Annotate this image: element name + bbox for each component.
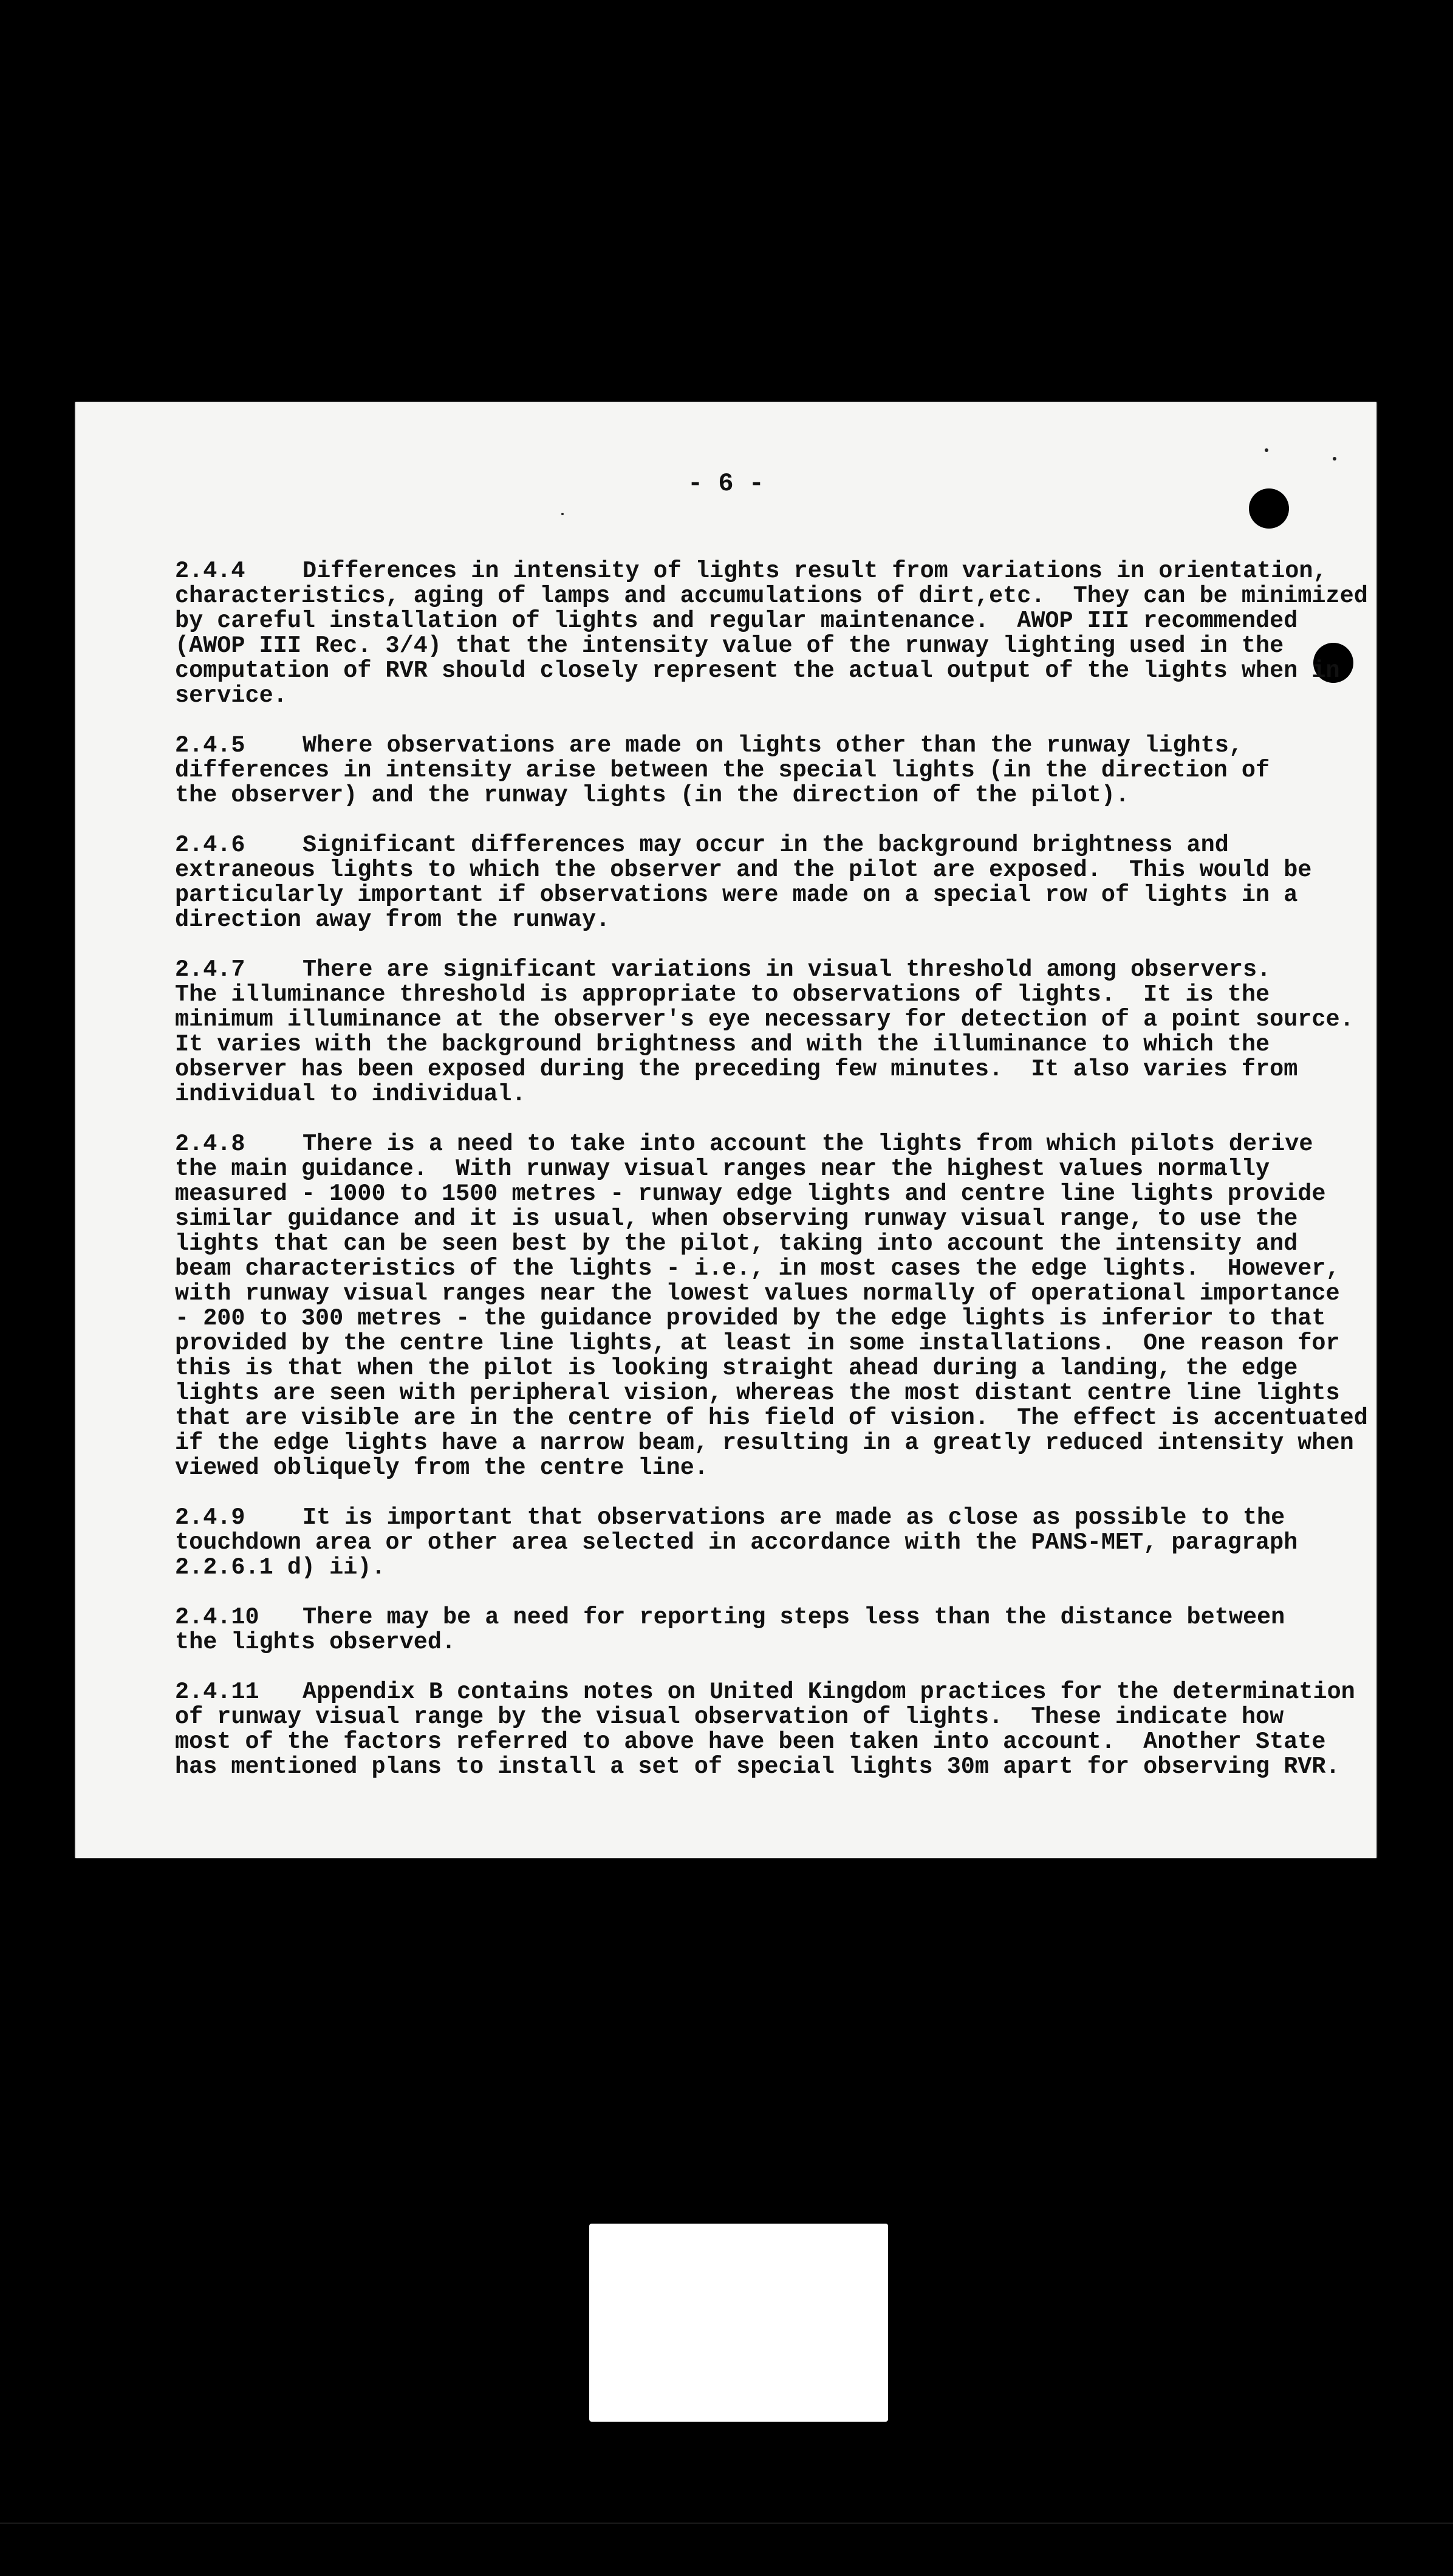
paragraph-line: characteristics, aging of lamps and accumulations of dirt,etc. They can be minimized: [175, 583, 1368, 609]
paragraph-number: 2.4.8: [175, 1131, 245, 1157]
paragraph-line: It is important that observations are made as close as possible to the: [303, 1504, 1285, 1531]
paragraph-line: Appendix B contains notes on United Kingdom practices for the determination: [303, 1679, 1355, 1705]
paragraph-line: It varies with the background brightness and with the illuminance to which the: [175, 1031, 1270, 1058]
paragraph-line: the lights observed.: [175, 1629, 456, 1656]
paragraph-line: Significant differences may occur in the background brightness and: [303, 832, 1229, 858]
paragraph-2-4-8: [175, 1131, 1368, 1481]
paragraph-line: viewed obliquely from the centre line.: [175, 1454, 708, 1481]
paragraph-line: Differences in intensity of lights result from variations in orientation,: [303, 558, 1327, 584]
paragraph-number: 2.4.4: [175, 558, 245, 584]
blank-label-area: [589, 2224, 888, 2422]
paragraph-line: direction away from the runway.: [175, 906, 610, 933]
paragraph-line: touchdown area or other area selected in accordance with the PANS-MET, paragraph: [175, 1529, 1298, 1556]
paragraph-number: 2.4.10: [175, 1604, 259, 1631]
paragraph-number: 2.4.6: [175, 832, 245, 858]
paragraph-2-4-7: [175, 956, 1354, 1108]
paragraph-number: 2.4.5: [175, 732, 245, 759]
paragraph-line: has mentioned plans to install a set of special lights 30m apart for observing RVR.: [175, 1753, 1340, 1780]
paragraph-line: similar guidance and it is usual, when observing runway visual range, to use the: [175, 1205, 1298, 1232]
paragraph-2-4-4: [175, 558, 1368, 709]
paragraph-2-4-6: [175, 833, 1341, 933]
paragraph-line: lights are seen with peripheral vision, whereas the most distant centre line lights: [175, 1380, 1340, 1406]
paragraph-line: observer has been exposed during the preceding few minutes. It also varies from: [175, 1056, 1298, 1083]
document-body: [175, 558, 1368, 1804]
paragraph-line: lights that can be seen best by the pilot, taking into account the intensity and: [175, 1230, 1298, 1257]
paragraph-line: The illuminance threshold is appropriate to observations of lights. It is the: [175, 981, 1270, 1008]
paragraph-line: service.: [175, 682, 287, 709]
paragraph-2-4-10: [175, 1605, 1341, 1655]
paragraph-line: minimum illuminance at the observer's eye necessary for detection of a point source.: [175, 1006, 1354, 1033]
paragraph-2-4-11: [175, 1679, 1355, 1780]
paragraph-line: computation of RVR should closely represent the actual output of the lights when in: [175, 657, 1340, 684]
paragraph-line: provided by the centre line lights, at least in some installations. One reason for: [175, 1330, 1340, 1357]
paragraph-number: 2.4.11: [175, 1679, 259, 1705]
dust-speck: [1265, 448, 1268, 452]
paragraph-line: beam characteristics of the lights - i.e., in most cases the edge lights. However,: [175, 1255, 1340, 1282]
paragraph-line: the main guidance. With runway visual ranges near the highest values normally: [175, 1156, 1270, 1182]
paragraph-line: There may be a need for reporting steps less than the distance between: [303, 1604, 1285, 1631]
paragraph-line: measured - 1000 to 1500 metres - runway edge lights and centre line lights provide: [175, 1180, 1326, 1207]
paragraph-line: 2.2.6.1 d) ii).: [175, 1554, 386, 1581]
paragraph-number: 2.4.7: [175, 956, 245, 983]
paragraph-line: There is a need to take into account the lights from which pilots derive: [303, 1131, 1313, 1157]
paragraph-line: particularly important if observations were made on a special row of lights in a: [175, 882, 1298, 908]
paragraph-number: 2.4.9: [175, 1504, 245, 1531]
document-page: [75, 402, 1376, 1858]
paragraph-line: There are significant variations in visual threshold among observers.: [303, 956, 1271, 983]
paragraph-line: by careful installation of lights and regular maintenance. AWOP III recommended: [175, 608, 1298, 634]
scan-edge-line: [0, 2523, 1453, 2524]
dust-speck: [561, 513, 564, 515]
paragraph-line: that are visible are in the centre of his field of vision. The effect is accentuated: [175, 1405, 1368, 1431]
paragraph-2-4-5: [175, 733, 1341, 808]
paragraph-line: of runway visual range by the visual observation of lights. These indicate how: [175, 1704, 1284, 1730]
page-number: - 6 -: [687, 469, 765, 498]
paragraph-line: - 200 to 300 metres - the guidance provided by the edge lights is inferior to that: [175, 1305, 1326, 1332]
paragraph-line: differences in intensity arise between the special lights (in the direction of: [175, 757, 1270, 784]
paragraph-line: individual to individual.: [175, 1081, 526, 1108]
paragraph-line: most of the factors referred to above have been taken into account. Another State: [175, 1728, 1326, 1755]
punch-hole: [1313, 1913, 1353, 1953]
paragraph-2-4-9: [175, 1506, 1341, 1580]
paragraph-line: this is that when the pilot is looking straight ahead during a landing, the edge: [175, 1355, 1298, 1382]
paragraph-line: Where observations are made on lights other than the runway lights,: [303, 732, 1243, 759]
paragraph-line: the observer) and the runway lights (in the direction of the pilot).: [175, 782, 1130, 809]
paragraph-line: (AWOP III Rec. 3/4) that the intensity value of the runway lighting used in the: [175, 632, 1284, 659]
punch-hole: [1249, 488, 1289, 529]
paragraph-line: if the edge lights have a narrow beam, resulting in a greatly reduced intensity when: [175, 1430, 1354, 1456]
dust-speck: [1333, 457, 1336, 461]
paragraph-line: extraneous lights to which the observer and the pilot are exposed. This would be: [175, 857, 1312, 883]
paragraph-line: with runway visual ranges near the lowest values normally of operational importance: [175, 1280, 1340, 1307]
